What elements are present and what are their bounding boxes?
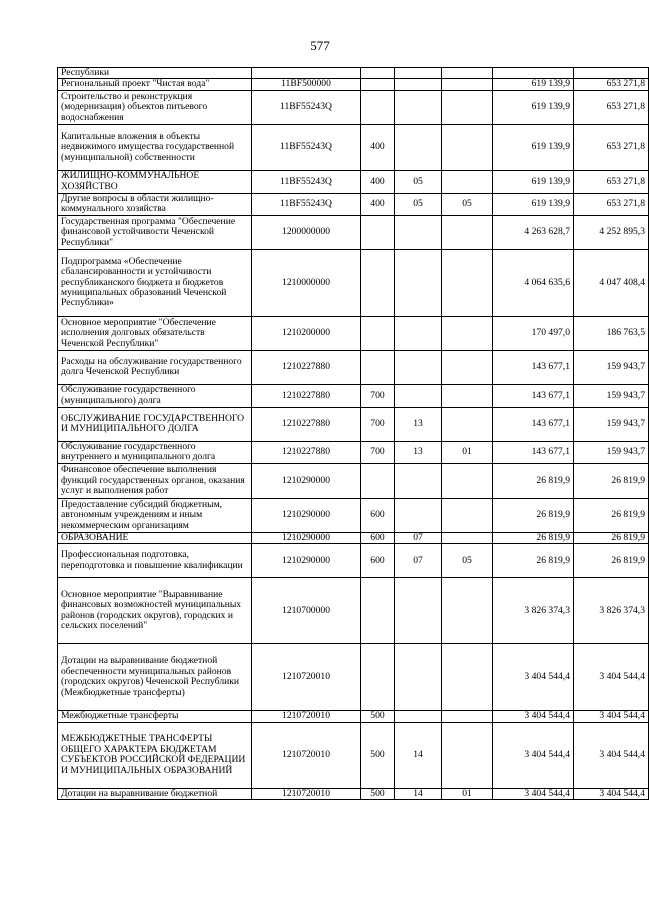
row-name-cell: ОБРАЗОВАНИЕ (58, 532, 252, 543)
row-amount-year2-cell: 159 943,7 (574, 350, 649, 384)
row-expense-type-cell: 600 (361, 544, 395, 578)
row-amount-year1-cell: 3 826 374,3 (493, 578, 574, 644)
row-code-cell: 1210700000 (252, 578, 361, 644)
row-code-cell: 1210200000 (252, 316, 361, 350)
row-subsection-cell: 05 (442, 193, 493, 215)
row-name-cell: Профессиональная подготовка, переподготовка и повышение квалификации (58, 544, 252, 578)
row-amount-year1-cell: 619 139,9 (493, 124, 574, 170)
row-subsection-cell (442, 578, 493, 644)
row-section-cell (395, 463, 442, 498)
row-code-cell: 1210227880 (252, 350, 361, 384)
row-expense-type-cell (361, 644, 395, 711)
table-row (58, 384, 649, 407)
row-amount-year2-cell: 159 943,7 (574, 384, 649, 407)
row-amount-year2-cell: 159 943,7 (574, 441, 649, 463)
row-code-cell: 1210720010 (252, 722, 361, 788)
table-row (58, 249, 649, 316)
row-name-cell: ОБСЛУЖИВАНИЕ ГОСУДАРСТВЕННОГО И МУНИЦИПАЛЬНОГО ДОЛГА (58, 407, 252, 441)
row-code-cell: 1210227880 (252, 441, 361, 463)
table-row (58, 350, 649, 384)
row-expense-type-cell: 400 (361, 124, 395, 170)
row-amount-year2-cell: 3 404 544,4 (574, 711, 649, 722)
table-row (58, 544, 649, 578)
row-name-cell: Дотации на выравнивание бюджетной (58, 788, 252, 799)
row-amount-year1-cell: 26 819,9 (493, 498, 574, 532)
row-code-cell: 1210720010 (252, 644, 361, 711)
row-name-cell: Расходы на обслуживание государственного долга Чеченской Республики (58, 350, 252, 384)
row-expense-type-cell: 500 (361, 788, 395, 799)
row-subsection-cell (442, 407, 493, 441)
table-row (58, 441, 649, 463)
row-amount-year1-cell (493, 68, 574, 79)
row-section-cell (395, 711, 442, 722)
row-code-cell: 1210290000 (252, 463, 361, 498)
row-name-cell: Основное мероприятие "Выравнивание финансовых возможностей муниципальных районов (городских округов), городских и сельских поселений" (58, 578, 252, 644)
row-section-cell (395, 249, 442, 316)
row-amount-year2-cell: 26 819,9 (574, 532, 649, 543)
row-expense-type-cell (361, 90, 395, 124)
row-subsection-cell: 01 (442, 788, 493, 799)
row-section-cell (395, 124, 442, 170)
row-code-cell: 1210227880 (252, 384, 361, 407)
row-amount-year1-cell: 3 404 544,4 (493, 644, 574, 711)
row-expense-type-cell (361, 316, 395, 350)
table-row (58, 463, 649, 498)
table-row (58, 498, 649, 532)
page-number: 577 (310, 38, 330, 53)
row-section-cell: 07 (395, 544, 442, 578)
row-amount-year1-cell: 26 819,9 (493, 463, 574, 498)
row-amount-year2-cell: 3 404 544,4 (574, 722, 649, 788)
table-row (58, 79, 649, 90)
row-section-cell (395, 79, 442, 90)
row-subsection-cell (442, 79, 493, 90)
row-expense-type-cell (361, 578, 395, 644)
row-amount-year1-cell: 3 404 544,4 (493, 722, 574, 788)
row-amount-year2-cell: 4 252 895,3 (574, 215, 649, 249)
row-code-cell: 11BF55243Q (252, 193, 361, 215)
row-name-cell: Основное мероприятие "Обеспечение исполнения долговых обязательств Чеченской Республики" (58, 316, 252, 350)
row-code-cell: 1210290000 (252, 498, 361, 532)
row-expense-type-cell: 700 (361, 441, 395, 463)
row-amount-year1-cell: 4 064 635,6 (493, 249, 574, 316)
budget-table (57, 67, 649, 800)
row-section-cell: 13 (395, 407, 442, 441)
row-name-cell: Капитальные вложения в объекты недвижимого имущества государственной (муниципальной) собственности (58, 124, 252, 170)
table-row (58, 644, 649, 711)
row-subsection-cell (442, 249, 493, 316)
row-subsection-cell (442, 124, 493, 170)
row-expense-type-cell (361, 215, 395, 249)
row-section-cell (395, 498, 442, 532)
row-amount-year2-cell: 26 819,9 (574, 544, 649, 578)
row-section-cell: 14 (395, 722, 442, 788)
row-amount-year2-cell: 186 763,5 (574, 316, 649, 350)
row-code-cell: 1210290000 (252, 532, 361, 543)
row-expense-type-cell: 400 (361, 193, 395, 215)
row-name-cell: Государственная программа "Обеспечение финансовой устойчивости Чеченской Республики" (58, 215, 252, 249)
row-code-cell: 11BF55243Q (252, 90, 361, 124)
row-subsection-cell (442, 532, 493, 543)
row-section-cell (395, 90, 442, 124)
row-amount-year2-cell: 3 826 374,3 (574, 578, 649, 644)
row-code-cell: 1210290000 (252, 544, 361, 578)
row-expense-type-cell (361, 79, 395, 90)
table-row (58, 532, 649, 543)
table-row (58, 215, 649, 249)
row-name-cell: Обслуживание государственного внутреннего и муниципального долга (58, 441, 252, 463)
table-row (58, 316, 649, 350)
row-amount-year1-cell: 143 677,1 (493, 407, 574, 441)
row-name-cell: Строительство и реконструкция (модернизация) объектов питьевого водоснабжения (58, 90, 252, 124)
row-amount-year2-cell: 653 271,8 (574, 90, 649, 124)
row-expense-type-cell (361, 68, 395, 79)
row-name-cell: Межбюджетные трансферты (58, 711, 252, 722)
row-section-cell (395, 68, 442, 79)
row-amount-year2-cell: 653 271,8 (574, 193, 649, 215)
row-amount-year2-cell: 3 404 544,4 (574, 788, 649, 799)
row-expense-type-cell (361, 249, 395, 316)
row-section-cell (395, 384, 442, 407)
table-row (58, 124, 649, 170)
row-amount-year2-cell: 653 271,8 (574, 124, 649, 170)
row-subsection-cell (442, 90, 493, 124)
table-row (58, 788, 649, 799)
row-expense-type-cell: 700 (361, 407, 395, 441)
row-name-cell: Другие вопросы в области жилищно-коммунального хозяйства (58, 193, 252, 215)
table-row (58, 170, 649, 193)
row-amount-year1-cell: 3 404 544,4 (493, 711, 574, 722)
row-amount-year1-cell: 619 139,9 (493, 170, 574, 193)
row-code-cell: 1210227880 (252, 407, 361, 441)
row-name-cell: Дотации на выравнивание бюджетной обеспеченности муниципальных районов (городских округов) Чеченской Республики (Межбюджетные трансферты) (58, 644, 252, 711)
row-amount-year1-cell: 619 139,9 (493, 79, 574, 90)
row-name-cell: МЕЖБЮДЖЕТНЫЕ ТРАНСФЕРТЫ ОБЩЕГО ХАРАКТЕРА БЮДЖЕТАМ СУБЪЕКТОВ РОССИЙСКОЙ ФЕДЕРАЦИИ И МУНИЦИПАЛЬНЫХ ОБРАЗОВАНИЙ (58, 722, 252, 788)
row-expense-type-cell: 700 (361, 384, 395, 407)
row-subsection-cell (442, 722, 493, 788)
row-code-cell (252, 68, 361, 79)
table-row (58, 711, 649, 722)
row-code-cell: 11BF55243Q (252, 170, 361, 193)
row-amount-year1-cell: 26 819,9 (493, 532, 574, 543)
row-section-cell (395, 215, 442, 249)
row-amount-year2-cell: 4 047 408,4 (574, 249, 649, 316)
row-amount-year2-cell: 653 271,8 (574, 170, 649, 193)
row-amount-year1-cell: 170 497,0 (493, 316, 574, 350)
row-name-cell: Предоставление субсидий бюджетным, автономным учреждениям и иным некоммерческим организациям (58, 498, 252, 532)
row-amount-year1-cell: 619 139,9 (493, 90, 574, 124)
row-amount-year1-cell: 143 677,1 (493, 384, 574, 407)
row-subsection-cell (442, 463, 493, 498)
row-code-cell: 1200000000 (252, 215, 361, 249)
row-amount-year1-cell: 143 677,1 (493, 350, 574, 384)
row-subsection-cell (442, 498, 493, 532)
table-row (58, 193, 649, 215)
row-expense-type-cell: 600 (361, 498, 395, 532)
row-section-cell: 07 (395, 532, 442, 543)
row-expense-type-cell: 600 (361, 532, 395, 543)
row-amount-year2-cell: 159 943,7 (574, 407, 649, 441)
row-section-cell (395, 644, 442, 711)
budget-table-body (58, 68, 649, 800)
row-amount-year1-cell: 143 677,1 (493, 441, 574, 463)
row-expense-type-cell (361, 350, 395, 384)
row-name-cell: Финансовое обеспечение выполнения функций государственных органов, оказания услуг и выполнения работ (58, 463, 252, 498)
row-name-cell: Региональный проект "Чистая вода" (58, 79, 252, 90)
table-row (58, 407, 649, 441)
row-code-cell: 11BF55243Q (252, 124, 361, 170)
row-expense-type-cell: 500 (361, 711, 395, 722)
row-subsection-cell (442, 644, 493, 711)
row-section-cell: 05 (395, 193, 442, 215)
row-code-cell: 1210720010 (252, 788, 361, 799)
row-subsection-cell: 01 (442, 441, 493, 463)
row-subsection-cell (442, 215, 493, 249)
row-expense-type-cell: 500 (361, 722, 395, 788)
row-amount-year1-cell: 619 139,9 (493, 193, 574, 215)
row-amount-year1-cell: 3 404 544,4 (493, 788, 574, 799)
row-subsection-cell (442, 170, 493, 193)
row-amount-year2-cell: 26 819,9 (574, 463, 649, 498)
row-name-cell: ЖИЛИЩНО-КОММУНАЛЬНОЕ ХОЗЯЙСТВО (58, 170, 252, 193)
table-row (58, 68, 649, 79)
row-subsection-cell (442, 711, 493, 722)
table-row (58, 722, 649, 788)
row-subsection-cell: 05 (442, 544, 493, 578)
row-amount-year2-cell (574, 68, 649, 79)
row-name-cell: Подпрограмма «Обеспечение сбалансированности и устойчивости республиканского бюджета и бюджетов муниципальных образований Чеченской Республики» (58, 249, 252, 316)
row-expense-type-cell: 400 (361, 170, 395, 193)
row-name-cell: Обслуживание государственного (муниципального) долга (58, 384, 252, 407)
row-section-cell: 05 (395, 170, 442, 193)
row-subsection-cell (442, 384, 493, 407)
row-subsection-cell (442, 68, 493, 79)
row-subsection-cell (442, 316, 493, 350)
row-amount-year2-cell: 26 819,9 (574, 498, 649, 532)
row-subsection-cell (442, 350, 493, 384)
row-section-cell (395, 316, 442, 350)
row-name-cell: Республики (58, 68, 252, 79)
row-section-cell: 13 (395, 441, 442, 463)
table-row (58, 90, 649, 124)
row-section-cell (395, 350, 442, 384)
row-section-cell: 14 (395, 788, 442, 799)
row-code-cell: 11BF500000 (252, 79, 361, 90)
row-amount-year2-cell: 653 271,8 (574, 79, 649, 90)
row-amount-year1-cell: 4 263 628,7 (493, 215, 574, 249)
row-expense-type-cell (361, 463, 395, 498)
row-amount-year2-cell: 3 404 544,4 (574, 644, 649, 711)
row-code-cell: 1210720010 (252, 711, 361, 722)
row-code-cell: 1210000000 (252, 249, 361, 316)
row-section-cell (395, 578, 442, 644)
table-row (58, 578, 649, 644)
row-amount-year1-cell: 26 819,9 (493, 544, 574, 578)
